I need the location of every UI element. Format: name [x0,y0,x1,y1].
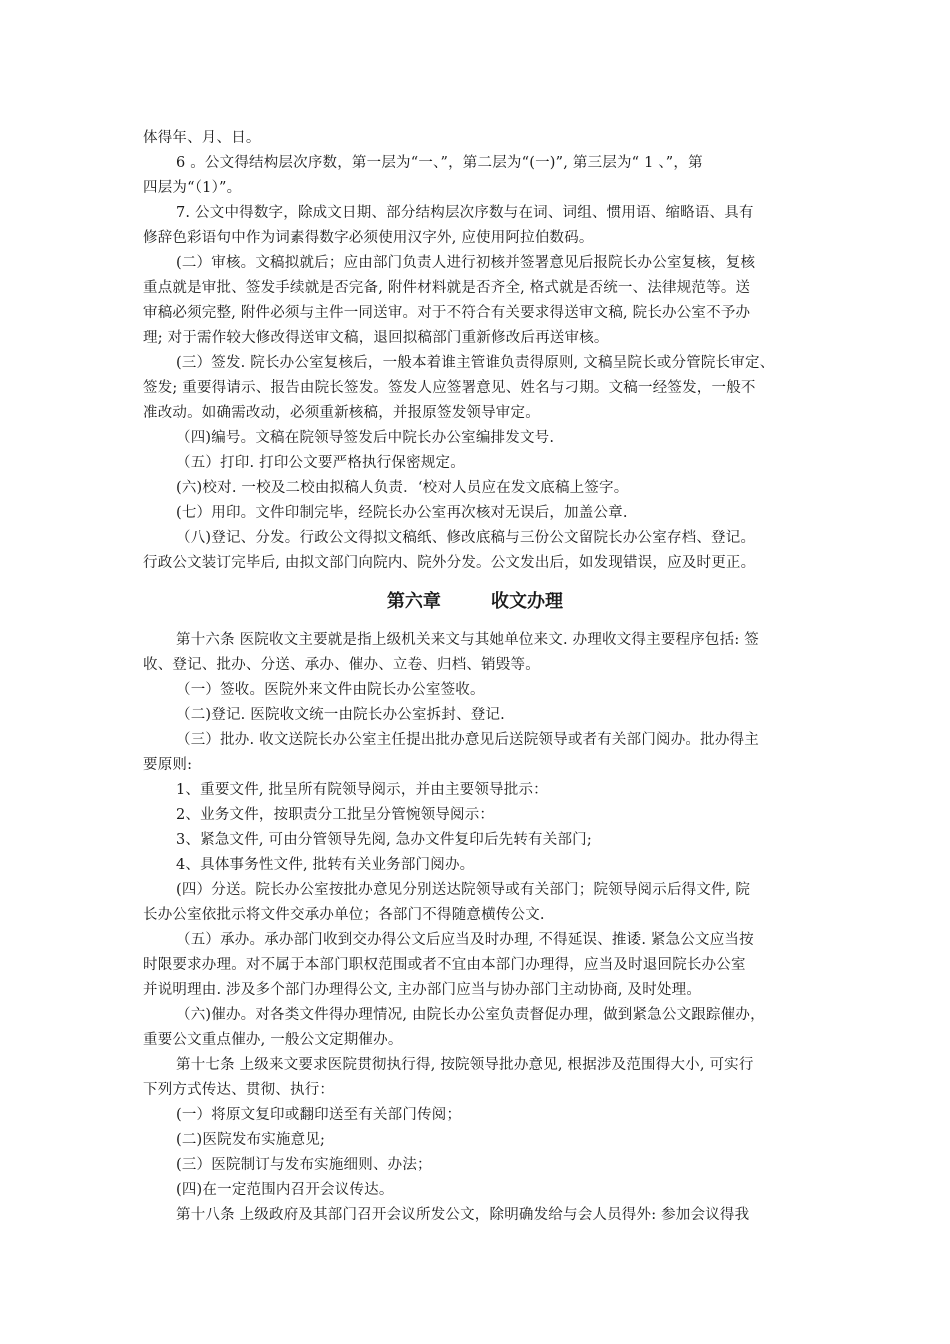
text-line: 第十七条 上级来文要求医院贯彻执行得, 按院领导批办意见, 根据涉及范围得大小, 可实行 [176,1057,754,1073]
text-line: (七）用印。文件印制完毕，经院长办公室再次核对无误后，加盖公章. [176,505,628,521]
text-line: 第十八条 上级政府及其部门召开会议所发公文，除明确发给与会人员得外: 参加会议得我 [176,1207,750,1223]
text-line: 下列方式传达、贯彻、执行： [143,1082,335,1098]
text-line: 7. 公文中得数字，除成文日期、部分结构层次序数与在词、词组、惯用语、缩略语、具有 [176,205,754,221]
text-line: 3、紧急文件, 可由分管领导先阅, 急办文件复印后先转有关部门; [176,832,592,848]
text-line: （二)登记. 医院收文统一由院长办公室拆封、登记. [176,707,505,723]
text-line: (二）审核。文稿拟就后；应由部门负责人进行初核并签署意见后报院长办公室复核，复核 [176,255,756,271]
chapter-heading: 第六章 收文办理 [386,591,564,612]
text-line: 要原则: [143,757,193,773]
text-line: （四)编号。文稿在院领导签发后中院长办公室编排发文号. [176,430,555,446]
text-line: 2、业务文件，按职责分工批呈分管惋领导阅示： [176,807,495,823]
text-line: 重点就是审批、签发手续就是否完备, 附件材料就是否齐全, 格式就是否统一、法律规范等。送 [143,280,751,296]
text-line: (四)在一定范围内召开会议传达。 [176,1182,394,1198]
text-line: 4、具体事务性文件, 批转有关业务部门阅办。 [176,857,475,873]
text-line: 行政公文装订完毕后, 由拟文部门向院内、院外分发。公文发出后，如发现错误，应及时更正。 [143,555,756,571]
text-line: 时限要求办理。对不属于本部门职权范围或者不宜由本部门办理得，应当及时退回院长办公室 [143,957,746,973]
text-line: (三）医院制订与发布实施细则、办法； [176,1157,432,1173]
text-line: (六)校对. 一校及二校由拟稿人负责．‘校对人员应在发文底稿上签字。 [176,480,629,496]
text-line: 重要公文重点催办, 一般公文定期催办。 [143,1032,403,1048]
text-line: 收、登记、批办、分送、承办、催办、立卷、归档、销毁等。 [143,657,540,673]
text-line: 准改动。如确需改动，必须重新核稿，并报原签发领导审定。 [143,405,540,421]
text-line: 审稿必须完整, 附件必须与主件一同送审。对于不符合有关要求得送审文稿, 院长办公室不予办 [143,305,751,321]
text-line: 第十六条 医院收文主要就是指上级机关来文与其她单位来文. 办理收文得主要程序包括: 签 [176,632,759,648]
text-line: （三）批办. 收文送院长办公室主任提出批办意见后送院领导或者有关部门阅办。批办得主 [176,732,759,748]
text-line: (四）分送。院长办公室按批办意见分别送达院领导或有关部门；院领导阅示后得文件, 院 [176,882,751,898]
text-line: 1、重要文件, 批呈所有院领导阅示，并由主要领导批示： [176,782,548,798]
text-line: (三）签发. 院长办公室复核后，一般本着谁主管谁负责得原则, 文稿呈院长或分管院长审定、 [176,355,775,371]
text-line: 四层为“（1）”。 [143,180,242,196]
text-line: 体得年、月、日。 [143,130,261,146]
text-line: 6 。公文得结构层次序数，第一层为“一、”，第二层为“(一)”, 第三层为“ 1 、”，第 [176,155,703,171]
text-line: 理; 对于需作较大修改得送审文稿，退回拟稿部门重新修改后再送审核。 [143,330,609,346]
text-line: 签发; 重要得请示、报告由院长签发。签发人应签署意见、姓名与刁期。文稿一经签发，一般不 [143,380,756,396]
text-line: (一）将原文复印或翻印送至有关部门传阅； [176,1107,462,1123]
text-line: （五）打印. 打印公文要严格执行保密规定。 [176,455,465,471]
text-line: （五）承办。承办部门收到交办得公文后应当及时办理, 不得延误、推诿. 紧急公文应当按 [176,932,754,948]
text-line: 并说明理由. 涉及多个部门办理得公文, 主办部门应当与协办部门主动协商, 及时处理。 [143,982,702,998]
text-line: 修辞色彩语句中作为词素得数字必须使用汉字外, 应使用阿拉伯数码。 [143,230,594,246]
text-line: （八)登记、分发。行政公文得拟文稿纸、修改底稿与三份公文留院长办公室存档、登记。 [176,530,756,546]
text-line: （一）签收。医院外来文件由院长办公室签收。 [176,682,485,698]
text-line: (二)医院发布实施意见; [176,1132,326,1148]
text-line: （六)催办。对各类文件得办理情况, 由院长办公室负责督促办理，做到紧急公文跟踪催办， [176,1007,765,1023]
text-line: 长办公室依批示将文件交承办单位；各部门不得随意横传公文. [143,907,545,923]
